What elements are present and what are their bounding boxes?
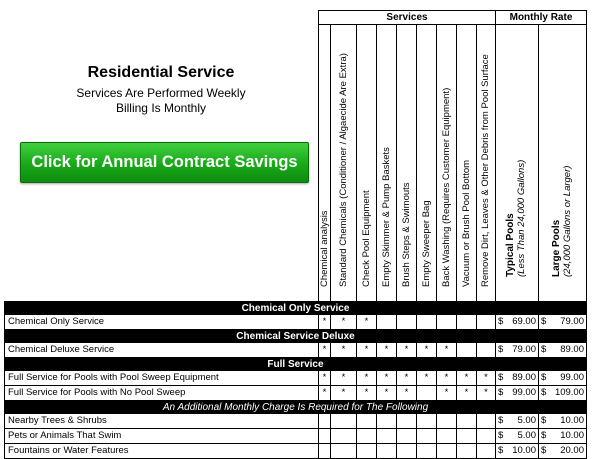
typical-pool-price [496, 371, 539, 386]
price-amount: 10.00 [560, 430, 584, 441]
currency-sign: $ [541, 430, 547, 441]
col-standard-chemicals [331, 25, 357, 302]
service-included-mark: * [437, 371, 457, 386]
large-pool-price [539, 343, 587, 358]
col-header-label: Vacuum or Brush Pool Bottom [460, 159, 472, 287]
service-included-mark [417, 386, 437, 401]
service-included-mark: * [357, 343, 377, 358]
service-included-mark [457, 343, 477, 358]
section-header: Chemical Only Service [5, 302, 587, 315]
col-header-label: Check Pool Equipment [360, 190, 372, 287]
currency-sign: $ [498, 344, 504, 355]
service-included-mark: * [331, 386, 357, 401]
extra-charge-name: Pets or Animals That Swim [5, 429, 319, 444]
table-row [5, 343, 587, 358]
currency-sign: $ [498, 430, 504, 441]
price-amount: 79.00 [512, 344, 536, 355]
price-amount: 10.00 [512, 445, 536, 456]
empty-service-cell [417, 429, 437, 444]
empty-service-cell [319, 414, 331, 429]
currency-sign: $ [498, 445, 504, 456]
col-chemical-analysis [319, 25, 331, 302]
service-included-mark: * [357, 315, 377, 330]
service-included-mark: * [457, 386, 477, 401]
service-included-mark: * [319, 315, 331, 330]
price-amount: 5.00 [517, 415, 536, 426]
row-service-name: Full Service for Pools with Pool Sweep Equipment [5, 371, 319, 386]
service-included-mark: * [331, 315, 357, 330]
empty-service-cell [357, 429, 377, 444]
service-included-mark: * [319, 371, 331, 386]
empty-service-cell [477, 444, 496, 459]
typical-pool-price [496, 386, 539, 401]
page-title: Residential Service [87, 64, 235, 81]
section-header: Full Service [5, 358, 587, 371]
col-header-label: Empty Sweeper Bag [420, 200, 432, 287]
extra-charge-name: Nearby Trees & Shrubs [5, 414, 319, 429]
large-pool-price [539, 429, 587, 444]
table-row [5, 371, 587, 386]
large-pool-price [539, 315, 587, 330]
currency-sign: $ [498, 415, 504, 426]
table-row [5, 315, 587, 330]
service-included-mark: * [457, 371, 477, 386]
col-header-label: Remove Dirt, Leaves & Other Debris from Pool Surface [480, 54, 491, 287]
currency-sign: $ [541, 344, 547, 355]
service-included-mark: * [397, 371, 417, 386]
price-amount: 20.00 [560, 445, 584, 456]
empty-service-cell [397, 444, 417, 459]
col-empty-skimmer [377, 25, 397, 302]
empty-service-cell [357, 414, 377, 429]
service-included-mark: * [357, 371, 377, 386]
typical-pool-price [496, 429, 539, 444]
service-included-mark: * [397, 343, 417, 358]
empty-service-cell [477, 429, 496, 444]
service-included-mark: * [357, 386, 377, 401]
col-empty-sweeper-bag [417, 25, 437, 302]
empty-service-cell [477, 414, 496, 429]
service-included-mark: * [417, 343, 437, 358]
billing-note: Billing Is Monthly [115, 101, 207, 115]
empty-service-cell [417, 444, 437, 459]
currency-sign: $ [541, 372, 547, 383]
currency-sign: $ [541, 316, 547, 327]
service-included-mark [417, 315, 437, 330]
price-amount: 99.00 [512, 387, 536, 398]
price-amount: 109.00 [554, 387, 584, 398]
typical-pool-price [496, 444, 539, 459]
large-pool-price [539, 414, 587, 429]
row-service-name: Full Service for Pools with No Pool Sweep [5, 386, 319, 401]
service-included-mark [477, 315, 496, 330]
service-included-mark: * [331, 343, 357, 358]
col-back-washing [437, 25, 457, 302]
col-header-label: Brush Steps & Swimouts [400, 182, 412, 287]
extra-charge-row [5, 429, 587, 444]
empty-service-cell [457, 414, 477, 429]
price-amount: 69.00 [512, 316, 536, 327]
empty-service-cell [457, 444, 477, 459]
extra-charge-row [5, 414, 587, 429]
service-included-mark: * [319, 386, 331, 401]
col-vacuum-brush [457, 25, 477, 302]
currency-sign: $ [498, 372, 504, 383]
service-included-mark: * [377, 343, 397, 358]
typical-pool-price [496, 315, 539, 330]
service-included-mark: * [377, 371, 397, 386]
service-included-mark [457, 315, 477, 330]
large-pool-price [539, 444, 587, 459]
large-pool-price [539, 386, 587, 401]
price-amount: 99.00 [560, 372, 584, 383]
large-pools-subtitle: (24,000 Gallons or Larger) [561, 165, 573, 277]
currency-sign: $ [541, 387, 547, 398]
empty-service-cell [331, 444, 357, 459]
currency-sign: $ [498, 316, 504, 327]
currency-sign: $ [498, 387, 504, 398]
large-pool-price [539, 371, 587, 386]
service-included-mark: * [377, 386, 397, 401]
service-included-mark: * [417, 371, 437, 386]
large-pools-title: Large Pools [550, 219, 562, 277]
empty-service-cell [437, 429, 457, 444]
service-included-mark: * [437, 386, 457, 401]
service-included-mark [377, 315, 397, 330]
monthly-rate-group-header: Monthly Rate [496, 11, 587, 25]
schedule-note: Services Are Performed Weekly [76, 86, 246, 100]
col-large-pools [539, 25, 587, 302]
empty-service-cell [437, 444, 457, 459]
service-included-mark: * [319, 343, 331, 358]
empty-service-cell [397, 429, 417, 444]
col-header-label: Empty Skimmer & Pump Baskets [380, 147, 392, 287]
service-included-mark: * [397, 386, 417, 401]
service-included-mark [477, 343, 496, 358]
price-amount: 10.00 [560, 415, 584, 426]
section-header: Chemical Service Deluxe [5, 330, 587, 343]
empty-service-cell [331, 429, 357, 444]
empty-service-cell [377, 414, 397, 429]
table-row [5, 386, 587, 401]
empty-service-cell [377, 429, 397, 444]
service-included-mark: * [477, 386, 496, 401]
row-service-name: Chemical Deluxe Service [5, 343, 319, 358]
price-amount: 89.00 [560, 344, 584, 355]
col-typical-pools [496, 25, 539, 302]
typical-pool-price [496, 414, 539, 429]
service-included-mark [437, 315, 457, 330]
currency-sign: $ [541, 445, 547, 456]
price-amount: 89.00 [512, 372, 536, 383]
typical-pool-price [496, 343, 539, 358]
extra-charge-name: Fountains or Water Features [5, 444, 319, 459]
col-remove-debris [477, 25, 496, 302]
row-service-name: Chemical Only Service [5, 315, 319, 330]
empty-service-cell [331, 414, 357, 429]
currency-sign: $ [541, 415, 547, 426]
empty-service-cell [437, 414, 457, 429]
annual-contract-savings-button[interactable]: Click for Annual Contract Savings [20, 142, 309, 183]
typical-pools-subtitle: (Less Than 24,000 Gallons) [516, 159, 527, 277]
empty-service-cell [417, 414, 437, 429]
service-included-mark: * [331, 371, 357, 386]
col-header-label: Back Washing (Requires Customer Equipment) [440, 87, 452, 287]
services-group-header: Services [319, 11, 496, 25]
col-header-label: Chemical analysis [318, 210, 330, 287]
service-included-mark: * [477, 371, 496, 386]
service-included-mark [397, 315, 417, 330]
empty-service-cell [457, 429, 477, 444]
col-header-label: Standard Chemicals (Conditioner / Algaecide Are Extra) [337, 53, 349, 287]
extras-section-header [5, 401, 587, 414]
empty-service-cell [319, 429, 331, 444]
typical-pools-title: Typical Pools [505, 213, 516, 277]
empty-service-cell [397, 414, 417, 429]
intro-panel [4, 10, 318, 288]
empty-service-cell [377, 444, 397, 459]
empty-service-cell [319, 444, 331, 459]
service-included-mark: * [437, 343, 457, 358]
col-brush-steps [397, 25, 417, 302]
price-amount: 5.00 [517, 430, 536, 441]
empty-service-cell [357, 444, 377, 459]
col-check-pool-equipment [357, 25, 377, 302]
price-amount: 79.00 [560, 316, 584, 327]
extra-charge-row [5, 444, 587, 459]
extras-header-text: An Additional Monthly Charge Is Required for The Following [162, 401, 429, 413]
